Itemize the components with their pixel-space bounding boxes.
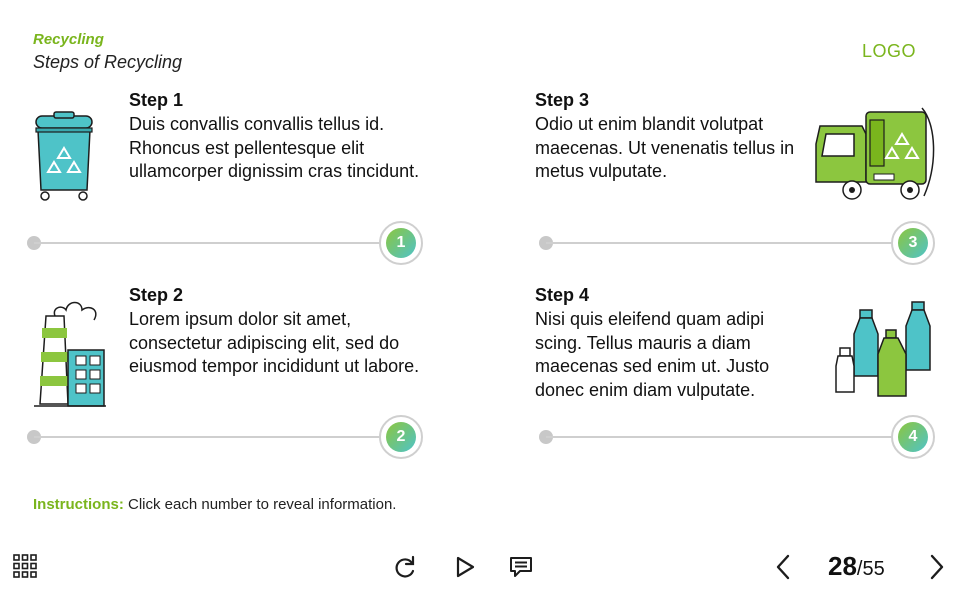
step-3-title: Step 3 [535, 90, 590, 110]
step-4-track [546, 436, 898, 438]
garbage-truck-icon [812, 104, 940, 209]
page-total: /55 [856, 558, 885, 580]
step-4-number: 4 [898, 422, 928, 452]
replay-icon[interactable] [392, 554, 418, 580]
page-counter [828, 551, 885, 582]
factory-icon [32, 290, 108, 415]
step-2-number-button[interactable] [379, 415, 423, 459]
step-3-number: 3 [898, 228, 928, 258]
grid-menu-icon[interactable] [12, 553, 38, 579]
step-1-number: 1 [386, 228, 416, 258]
chevron-left-icon[interactable] [772, 552, 794, 582]
bottles-icon [830, 300, 934, 409]
instructions-text: Click each number to reveal information. [123, 496, 397, 513]
step-1-number-button[interactable] [379, 221, 423, 265]
step-3-number-button[interactable] [891, 221, 935, 265]
step-2-number: 2 [386, 422, 416, 452]
step-1-title: Step 1 [129, 90, 184, 110]
step-1-body: Duis convallis convallis tellus id. Rhoncus est pellentesque elit ullamcorper dignissim cras tincidunt. [129, 114, 420, 181]
instructions-label: Instructions: [33, 496, 124, 513]
step-1-track [34, 242, 386, 244]
recycle-bin-icon [30, 110, 98, 209]
step-4-title: Step 4 [535, 285, 590, 305]
notes-icon[interactable] [508, 554, 534, 580]
instructions [33, 496, 396, 513]
header-kicker: Recycling [33, 31, 104, 48]
page-current: 28 [828, 551, 857, 581]
step-3-body: Odio ut enim blandit volutpat maecenas. Ut venenatis tellus in metus vulputate. [535, 114, 795, 181]
step-3-track [546, 242, 898, 244]
step-2-track [34, 436, 386, 438]
step-4-number-button[interactable] [891, 415, 935, 459]
page-title: Steps of Recycling [33, 52, 183, 72]
logo: LOGO [862, 41, 917, 61]
play-icon[interactable] [452, 554, 478, 580]
step-4-body: Nisi quis eleifend quam adipi scing. Tellus mauris a diam maecenas sed enim ut. Justo donec enim diam vulputate. [535, 309, 770, 400]
step-2-body: Lorem ipsum dolor sit amet, consectetur adipiscing elit, sed do eiusmod tempor incididunt ut labore. [129, 309, 420, 376]
chevron-right-icon[interactable] [926, 552, 948, 582]
step-2-title: Step 2 [129, 285, 184, 305]
